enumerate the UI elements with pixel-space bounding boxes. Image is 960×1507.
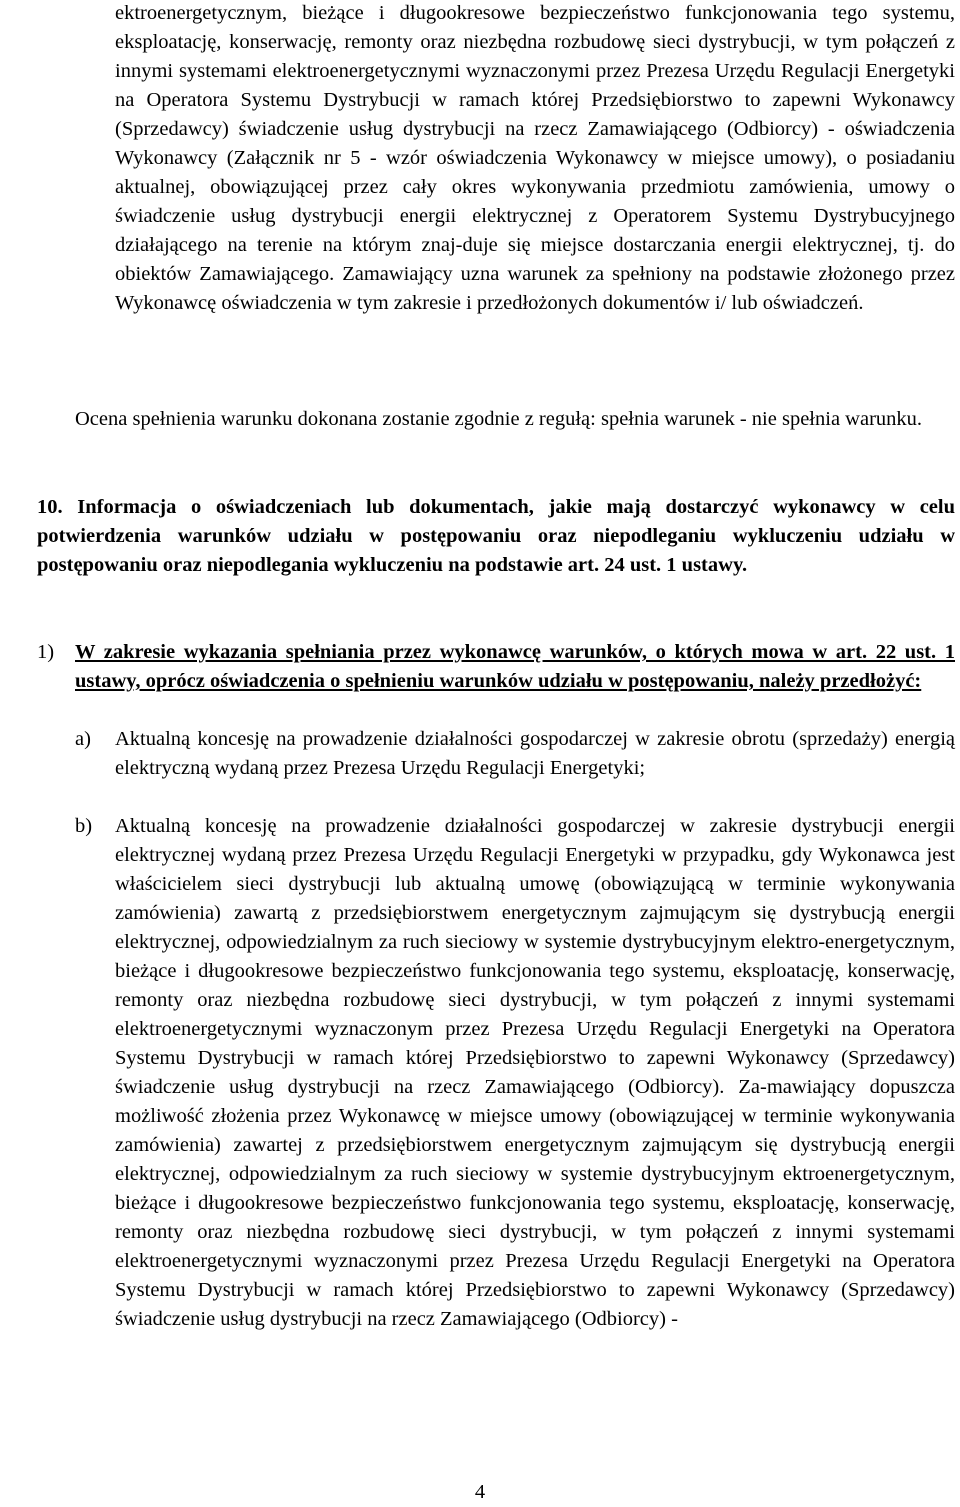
list-item: [75, 725, 955, 783]
section-heading-text: Informacja o oświadczeniach lub dokumentach, jakie mają dostarczyć wykonawcy w celu potwierdzenia warunków udziału w postępowaniu oraz niepodleganiu wykluczeniu udziału w postępowaniu oraz niepodlegania wykluczeniu na podstawie art. 24 ust. 1 ustawy.: [37, 496, 955, 576]
page-number: 4: [474, 1481, 486, 1503]
subsection-label: 1): [37, 641, 55, 663]
assessment-paragraph: Ocena spełnienia warunku dokonana zostanie zgodnie z regułą: spełnia warunek - nie spełnia warunku.: [75, 408, 923, 430]
list-item: [75, 812, 955, 1334]
continuation-paragraph: ektroenergetycznym, bieżące i długookresowe bezpieczeństwo funkcjonowania tego systemu, eksploatację, konserwację, remonty oraz niezbędna rozbudowę sieci dystrybucji, w tym połączeń z innymi systemami elektroenergetycznymi wyznaczonymi przez Prezesa Urzędu Regulacji Energetyki na Operatora Systemu Dystrybucji w ramach której Przedsiębiorstwo to zapewni Wykonawcy (Sprzedawcy) świadczenie usług dystrybucji na rzecz Zamawiającego (Odbiorcy) - oświadczenia Wykonawcy (Załącznik nr 5 - wzór oświadczenia Wykonawcy w miejsce umowy), o posiadaniu aktualnej, obowiązującej przez cały okres wykonywania przedmiotu zamówienia, umowy o świadczenie usług dystrybucji energii elektrycznej z Operatorem Systemu Dystrybucyjnego działającego na terenie na którym znaj-duje się miejsce dostarczania energii elektrycznej, tj. do obiektów Zamawiającego. Zamawiający uzna warunek za spełniony na podstawie złożonego przez Wykonawcę oświadczenia w tym zakresie i przedłożonych dokumentów i/ lub oświadczeń.: [115, 2, 955, 314]
subsection-1: [37, 638, 955, 696]
list-item-label: a): [75, 728, 91, 750]
list-item-text: Aktualną koncesję na prowadzenie działalności gospodarczej w zakresie obrotu (sprzedaży) energią elektryczną wydaną przez Prezesa Urzędu Regulacji Energetyki;: [115, 728, 955, 779]
list-item-text: Aktualną koncesję na prowadzenie działalności gospodarczej w zakresie dystrybucji energii elektrycznej wydaną przez Prezesa Urzędu Regulacji Energetyki w przypadku, gdy Wykonawca jest właścicielem sieci dystrybucji lub aktualną umowę (obowiązującą w terminie wykonywania zamówienia) zawartą z przedsiębiorstwem energetycznym zajmującym się dystrybucją energii elektrycznej, odpowiedzialnym za ruch sieciowy w systemie dystrybucyjnym elektro-energetycznym, bieżące i długookresowe bezpieczeństwo funkcjonowania tego systemu, eksploatację, konserwację, remonty oraz niezbędna rozbudowę sieci dystrybucji, w tym połączeń z innymi systemami elektroenergetycznymi wyznaczonym przez Prezesa Urzędu Regulacji Energetyki na Operatora Systemu Dystrybucji w ramach której Przedsiębiorstwo to zapewni Wykonawcy (Sprzedawcy) świadczenie usług dystrybucji na rzecz Zamawiającego (Odbiorcy). Za-mawiający dopuszcza możliwość złożenia przez Wykonawcę w miejsce umowy (obowiązującej w terminie wykonywania zamówienia) zawartej z przedsiębiorstwem energetycznym zajmującym się dystrybucją energii elektrycznej, odpowiedzialnym za ruch sieciowy w systemie dystrybucyjnym ektroenergetycznym, bieżące i długookresowe bezpieczeństwo funkcjonowania tego systemu, eksploatację, konserwację, remonty oraz niezbędna rozbudowę sieci dystrybucji, w tym połączeń z innymi systemami elektroenergetycznymi wyznaczonymi przez Prezesa Urzędu Regulacji Energetyki na Operatora Systemu Dystrybucji w ramach której Przedsiębiorstwo to zapewni Wykonawcy (Sprzedawcy) świadczenie usług dystrybucji na rzecz Zamawiającego (Odbiorcy) -: [115, 815, 955, 1330]
section-10-heading: [37, 493, 955, 580]
section-number: 10.: [37, 496, 63, 518]
list-item-label: b): [75, 815, 93, 837]
subsection-heading: W zakresie wykazania spełniania przez wykonawcę warunków, o których mowa w art. 22 ust. 1 ustawy, oprócz oświadczenia o spełnieniu warunków udziału w postępowaniu, należy przedłożyć:: [75, 641, 955, 692]
